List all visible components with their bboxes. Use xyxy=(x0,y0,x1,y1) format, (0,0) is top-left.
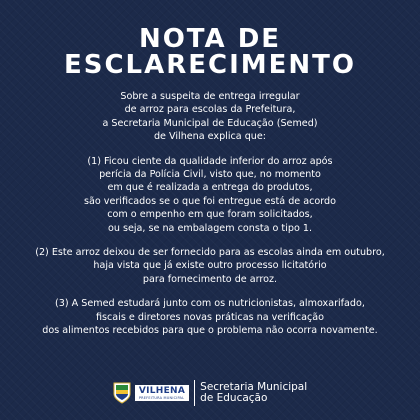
vilhena-wordmark xyxy=(135,385,189,401)
title-line-2: ESCLARECIMENTO xyxy=(63,50,357,80)
prefeitura-logo xyxy=(113,380,307,406)
point-3-line: (3) A Semed estudará junto com os nutricionistas, almoxarifado, xyxy=(55,298,365,310)
point-1-line: em que é realizada a entrega do produtos, xyxy=(107,182,313,194)
point-1-paragraph xyxy=(10,155,410,235)
note-body xyxy=(10,90,410,349)
logo-divider xyxy=(194,380,195,406)
point-3-line: dos alimentos recebidos para que o problema não ocorra novamente. xyxy=(42,325,378,337)
title-line-1: NOTA DE xyxy=(138,24,282,54)
intro-line: de arroz para escolas da Prefeitura, xyxy=(124,104,296,116)
intro-line: de Vilhena explica que: xyxy=(153,131,267,143)
city-crest-icon xyxy=(113,382,131,404)
point-2-line: haja vista que já existe outro processo licitatório xyxy=(93,260,327,272)
point-1-line: ou seja, se na embalagem consta o tipo 1. xyxy=(107,222,313,234)
intro-line: Sobre a suspeita de entrega irregular xyxy=(120,91,300,102)
footer-logo-bar xyxy=(0,380,420,406)
intro-paragraph xyxy=(10,90,410,144)
intro-line: a Secretaria Municipal de Educação (Semed) xyxy=(102,117,318,129)
point-1-line: são verificados se o que foi entregue está de acordo xyxy=(83,195,337,207)
point-2-line: para fornecimento de arroz. xyxy=(142,273,278,285)
vilhena-subtitle: PREFEITURA MUNICIPAL xyxy=(138,396,185,400)
point-1-line: (1) Ficou ciente da qualidade inferior do arroz após xyxy=(87,155,333,167)
page-title xyxy=(0,26,420,78)
secretaria-label xyxy=(200,382,307,405)
point-3-paragraph xyxy=(10,297,410,337)
point-2-paragraph xyxy=(10,246,410,286)
point-3-line: fiscais e diretores novas práticas na verificação xyxy=(95,311,325,323)
secretaria-line-1: Secretaria Municipal xyxy=(200,380,308,393)
vilhena-name: VILHENA xyxy=(138,386,186,396)
point-1-line: perícia da Polícia Civil, visto que, no momento xyxy=(99,169,321,181)
secretaria-line-2: de Educação xyxy=(200,392,268,404)
point-1-line: com o empenho em que foram solicitados, xyxy=(107,209,313,221)
point-2-line: (2) Este arroz deixou de ser fornecido para as escolas ainda em outubro, xyxy=(35,247,385,259)
